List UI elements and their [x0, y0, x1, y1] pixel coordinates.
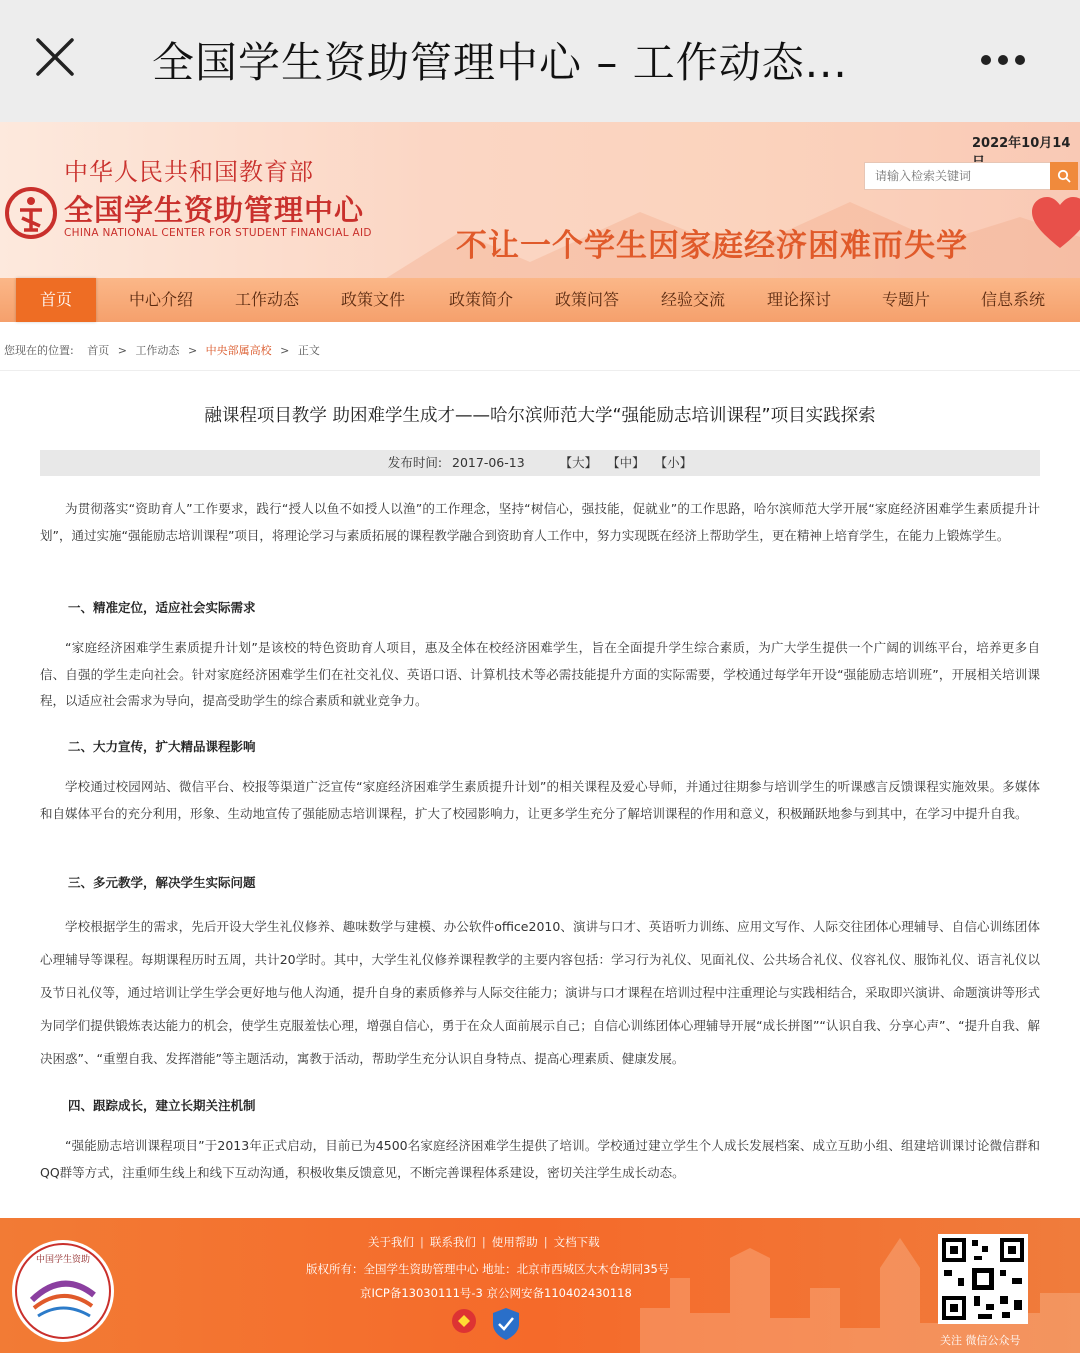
footer-icp: 京ICP备13030111号-3 京公网安备110402430118	[360, 1286, 632, 1300]
nav-item-home[interactable]: 首页	[16, 278, 96, 322]
section-text: “强能励志培训课程项目”于2013年正式启动，目前已为4500名家庭经济困难学生提供了培训。学校通过建立学生个人成长发展档案、成立互助小组、组建培训课讨论微信群和QQ群等方式，注重师生线上和线下互动沟通，积极收集反馈意见，不断完善课程体系建设，密切关注学生成长动态。	[40, 1138, 1040, 1180]
footer-links: 关于我们 | 联系我们 | 使用帮助 | 文档下载	[368, 1235, 600, 1249]
center-name: 全国学生资助管理中心	[64, 193, 365, 227]
breadcrumb-separator: >	[280, 344, 290, 357]
breadcrumb-separator: >	[117, 344, 127, 357]
nav-item-info-system[interactable]: 信息系统	[980, 290, 1045, 309]
breadcrumb-news[interactable]: 工作动态	[135, 344, 180, 357]
search-icon	[1057, 169, 1071, 183]
close-icon[interactable]	[30, 34, 80, 84]
section-heading: 二、大力宣传，扩大精品课程影响	[68, 739, 256, 754]
heart-icon	[1030, 194, 1080, 254]
police-badge-icon[interactable]	[448, 1306, 480, 1342]
wechat-qr-code[interactable]	[938, 1234, 1028, 1324]
footer-copyright: 版权所有：全国学生资助管理中心 地址：北京市西城区大木仓胡同35号	[306, 1262, 670, 1276]
section-text: 学校通过校园网站、微信平台、校报等渠道广泛宣传“家庭经济困难学生素质提升计划”的相关课程及爱心导师，并通过往期参与培训学生的听课感言反馈课程实施效果。多媒体和自媒体平台的充分利用，形象、生动地宣传了强能励志培训课程，扩大了校园影响力，让更多学生充分了解培训课程的作用和意义，积极踊跃地参与到其中，在学习中提升自我。	[40, 779, 1040, 821]
app-top-bar	[0, 0, 1080, 122]
nav-item-about[interactable]: 中心介绍	[128, 290, 193, 309]
section-heading: 三、多元教学，解决学生实际问题	[68, 875, 256, 890]
search-box	[864, 162, 1078, 190]
section-text: 学校根据学生的需求，先后开设大学生礼仪修养、趣味数学与建模、办公软件office2010、演讲与口才、英语听力训练、应用文写作、人际交往团体心理辅导、自信心训练团体心理辅导等课程。每期课程历时五周，共计20学时。其中，大学生礼仪修养课程教学的主要内容包括：学习行为礼仪、见面礼仪、公共场合礼仪、仪容礼仪、服饰礼仪、语言礼仪以及节日礼仪等，通过培训让学生学会更好地与他人沟通，提升自身的素质修养与人际交往能力；演讲与口才课程在培训过程中注重理论与实践相结合，采取即兴演讲、命题演讲等形式为同学们提供锻炼表达能力的机会，使学生克服羞怯心理，增强自信心，勇于在众人面前展示自己；自信心训练团体心理辅导开展“成长拼图”“认识自我、分享心声”、“提升自我、解决困惑”、“重塑自我、发挥潜能”等主题活动，寓教于活动，帮助学生充分认识自身特点、提高心理素质、健康发展。	[40, 919, 1041, 1066]
footer-link-about[interactable]: 关于我们	[368, 1235, 414, 1249]
shield-badge-icon[interactable]	[490, 1306, 522, 1342]
breadcrumb-separator: >	[187, 344, 198, 357]
nav-item-theory[interactable]: 理论探讨	[766, 290, 831, 309]
breadcrumb	[4, 342, 320, 358]
footer-logo	[12, 1240, 114, 1342]
center-emblem-icon	[4, 186, 58, 240]
main-nav	[0, 278, 1080, 322]
font-size-large-button[interactable]: 【大】	[559, 455, 598, 470]
nav-item-features[interactable]: 专题片	[881, 290, 930, 309]
article-meta	[40, 450, 1040, 476]
nav-item-news[interactable]: 工作动态	[234, 290, 299, 309]
nav-item-experience[interactable]: 经验交流	[660, 290, 725, 309]
footer-logo-text: 中国学生资助	[35, 1255, 91, 1265]
section-text: “家庭经济困难学生素质提升计划”是该校的特色资助育人项目，惠及全体在校经济困难学生，旨在全面提升学生综合素质，为广大学生提供一个广阔的训练平台，培养更多自信、自强的学生走向社会。针对家庭经济困难学生们在社交礼仪、英语口语、计算机技术等必需技能提升方面的实际需要，学校通过每学年开设“强能励志培训班”，开展相关培训课程，以适应社会需求为导向，提高受助学生的综合素质和就业竞争力。	[40, 640, 1040, 708]
publish-date-label: 发布时间:	[387, 455, 443, 470]
publish-date: 2017-06-13	[452, 455, 525, 470]
site-footer	[0, 1218, 1080, 1353]
window-title: 全国学生资助管理中心 – 工作动态...	[152, 38, 848, 87]
section-heading: 四、跟踪成长，建立长期关注机制	[68, 1098, 256, 1113]
footer-link-contact[interactable]: 联系我们	[429, 1235, 476, 1249]
nav-item-policy-brief[interactable]: 政策简介	[448, 290, 513, 309]
breadcrumb-current: 正文	[297, 344, 320, 357]
section-heading: 一、精准定位，适应社会实际需求	[68, 600, 256, 615]
footer-link-downloads[interactable]: 文档下载	[553, 1235, 600, 1249]
article-intro: 为贯彻落实“资助育人”工作要求，践行“授人以鱼不如授人以渔”的工作理念，坚持“树信心，强技能，促就业”的工作思路，哈尔滨师范大学开展“家庭经济困难学生素质提升计划”，通过实施“强能励志培训课程”项目，将理论学习与素质拓展的课程教学融合到资助育人工作中，努力实现既在经济上帮助学生，更在精神上培育学生，在能力上锻炼学生。	[40, 501, 1040, 543]
slogan: 不让一个学生因家庭经济困难而失学	[456, 228, 968, 264]
search-input[interactable]	[864, 162, 1050, 190]
breadcrumb-prefix: 您现在的位置:	[4, 344, 74, 357]
site-banner	[0, 122, 1080, 278]
article-title: 融课程项目教学 助困难学生成才——哈尔滨师范大学“强能励志培训课程”项目实践探索	[204, 406, 876, 426]
current-date: 2022年10月14	[972, 136, 1071, 151]
nav-item-policy-docs[interactable]: 政策文件	[340, 290, 405, 309]
breadcrumb-category[interactable]: 中央部属高校	[205, 344, 272, 357]
ministry-name: 中华人民共和国教育部	[64, 158, 314, 186]
nav-item-policy-qa[interactable]: 政策问答	[554, 290, 619, 309]
footer-link-help[interactable]: 使用帮助	[491, 1235, 538, 1249]
search-button[interactable]	[1050, 162, 1078, 190]
font-size-medium-button[interactable]: 【中】	[607, 455, 645, 470]
center-name-english: CHINA NATIONAL CENTER FOR STUDENT FINANCIAL AID	[64, 227, 372, 239]
breadcrumb-home[interactable]: 首页	[87, 344, 110, 357]
more-options-icon[interactable]	[978, 40, 1038, 80]
qr-label: 关注 微信公众号	[940, 1334, 1021, 1347]
font-size-small-button[interactable]: 【小】	[654, 455, 693, 470]
